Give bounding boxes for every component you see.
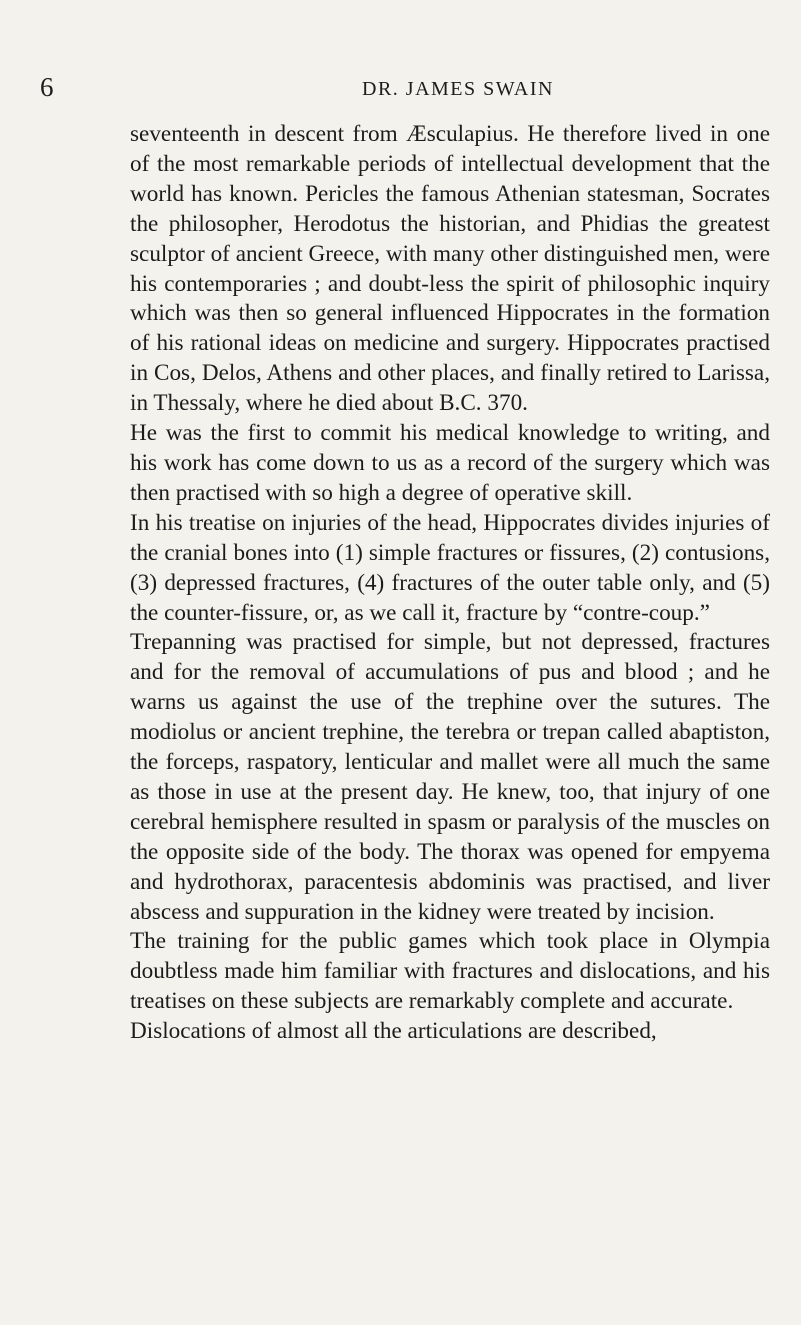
paragraph: seventeenth in descent from Æsculapius. He therefore lived in one of the most remarkable periods of intellectual development that the world has known. Pericles the famous Athenian statesman, Socrates the philosopher, Herodotus the historian, and Phidias the greatest sculptor of ancient Greece, with many other distinguished men, were his contemporaries ; and doubt-less the spirit of philosophic inquiry which was then so general influenced Hippocrates in the formation of his rational ideas on medicine and surgery. Hippocrates practised in Cos, Delos, Athens and other places, and finally retired to Larissa, in Thessaly, where he died about B.C. 370. bbox=[130, 121, 770, 417]
body-text bbox=[130, 120, 770, 1047]
page-number: 6 bbox=[40, 72, 54, 102]
paragraph: The training for the public games which took place in Olympia doubtless made him familiar with fractures and dislocations, and his treatises on these subjects are remarkably complete and accurate. bbox=[130, 928, 770, 1015]
page-header bbox=[0, 70, 801, 110]
paragraph: In his treatise on injuries of the head, Hippocrates divides injuries of the cranial bones into (1) simple fractures or fissures, (2) contusions, (3) depressed fractures, (4) fractures of the outer table only, and (5) the counter-fissure, or, as we call it, fracture by “contre-coup.” bbox=[130, 509, 770, 626]
paragraph: He was the first to commit his medical knowledge to writing, and his work has come down to us as a record of the surgery which was then practised with so high a degree of operative skill. bbox=[130, 420, 770, 506]
paragraph: Trepanning was practised for simple, but not depressed, fractures and for the removal of accumulations of pus and blood ; and he warns us against the use of the trephine over the sutures. The modiolus or ancient trephine, the terebra or trepan called abaptiston, the forceps, raspatory, lenticular and mallet were all much the same as those in use at the present day. He knew, too, that injury of one cerebral hemisphere resulted in spasm or paralysis of the muscles on the opposite side of the body. The thorax was opened for empyema and hydrothorax, paracentesis abdominis was practised, and liver abscess and suppuration in the kidney were treated by incision. bbox=[130, 629, 770, 925]
running-head: DR. JAMES SWAIN bbox=[362, 78, 554, 100]
paragraph: Dislocations of almost all the articulations are described, bbox=[130, 1018, 657, 1045]
